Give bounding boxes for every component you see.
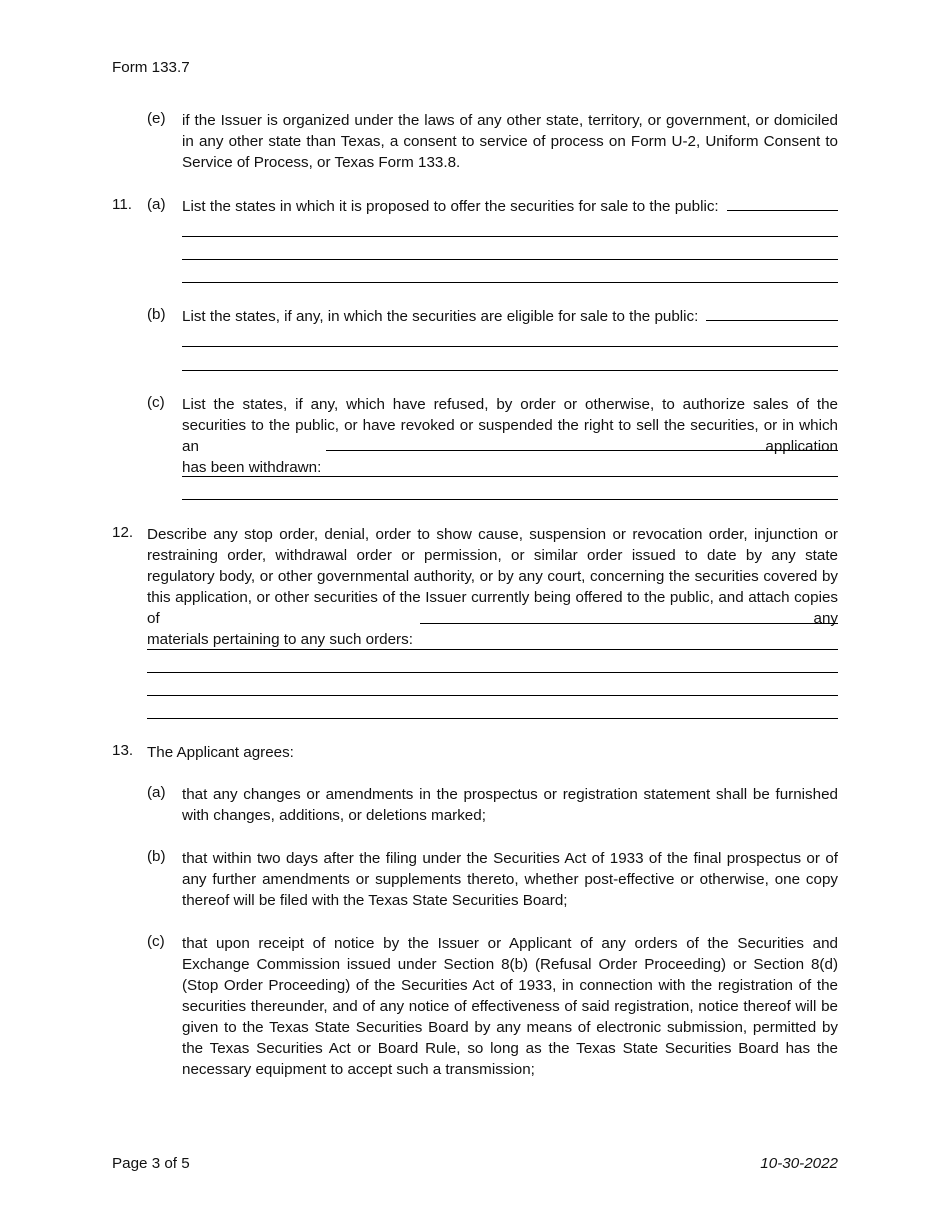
answer-line-12-3[interactable] — [147, 695, 838, 696]
revision-date: 10-30-2022 — [760, 1155, 838, 1172]
answer-line-11c-1[interactable] — [182, 476, 838, 477]
item-letter: (c) — [147, 933, 165, 950]
item-12 — [112, 524, 838, 650]
answer-line-11a-inline[interactable] — [727, 210, 838, 211]
item-11a-text: List the states in which it is proposed to offer the securities for sale to the public: — [182, 198, 719, 215]
answer-line-11c-inline[interactable] — [326, 450, 838, 451]
item-13 — [112, 742, 294, 763]
item-10e — [147, 110, 838, 173]
item-letter: (c) — [147, 394, 165, 411]
item-letter: (a) — [147, 784, 166, 801]
item-11b-text: List the states, if any, in which the securities are eligible for sale to the public: — [182, 308, 699, 325]
answer-line-11c-2[interactable] — [182, 499, 838, 500]
item-13b-text: that within two days after the filing under the Securities Act of 1933 of the final prospectus or of any further amendments or supplements thereto, whether post-effective or otherwise, one copy thereof will be filed with the Texas State Securities Board; — [182, 850, 838, 909]
item-10e-text: if the Issuer is organized under the laws of any other state, territory, or government, or domiciled in any other state than Texas, a consent to service of process on Form U-2, Uniform Consent to Service of Process, or Texas Form 133.8. — [182, 112, 838, 171]
answer-line-11a-3[interactable] — [182, 282, 838, 283]
page-number: Page 3 of 5 — [112, 1155, 190, 1172]
item-11c-text: List the states, if any, which have refused, by order or otherwise, to authorize sales of the securities to the public, or have revoked or suspended the right to sell the securities, or in which an application — [182, 396, 838, 455]
item-13a-text: that any changes or amendments in the prospectus or registration statement shall be furnished with changes, additions, or deletions marked; — [182, 786, 838, 824]
answer-line-12-4[interactable] — [147, 718, 838, 719]
item-number: 11. — [112, 196, 132, 213]
item-number: 12. — [112, 524, 134, 541]
item-letter: (b) — [147, 306, 166, 323]
answer-line-12-1[interactable] — [147, 649, 838, 650]
item-12-text-tail: materials pertaining to any such orders: — [147, 631, 413, 648]
item-13a — [147, 784, 838, 826]
item-letter: (b) — [147, 848, 166, 865]
item-11a — [112, 196, 719, 217]
answer-line-11a-1[interactable] — [182, 236, 838, 237]
item-11b — [147, 306, 698, 327]
item-letter: (a) — [147, 196, 166, 213]
answer-line-12-inline[interactable] — [420, 623, 838, 624]
answer-line-11b-1[interactable] — [182, 346, 838, 347]
item-13b — [147, 848, 838, 911]
item-13c-text: that upon receipt of notice by the Issuer or Applicant of any orders of the Securities and Exchange Commission issued under Section 8(b) (Refusal Order Proceeding) or Section 8(d) (Stop Order Proceeding) of the Securities Act of 1933, in connection with the registration of the securities thereunder, and of any notice of effectiveness of said registration, notice thereof will be given to the Texas State Securities Board by any means of electronic submission, permitted by the Texas Securities Act or Board Rule, so long as the Texas State Securities Board has the necessary equipment to accept such a transmission; — [182, 935, 838, 1078]
answer-line-12-2[interactable] — [147, 672, 838, 673]
item-13-intro: The Applicant agrees: — [147, 744, 294, 761]
form-number: Form 133.7 — [112, 59, 190, 76]
answer-line-11b-2[interactable] — [182, 370, 838, 371]
item-13c — [147, 933, 838, 1080]
answer-line-11a-2[interactable] — [182, 259, 838, 260]
item-12-text: Describe any stop order, denial, order to show cause, suspension or revocation order, injunction or restraining order, withdrawal order or permission, or similar order issued to date by any state regulatory body, or other governmental authority, or by any court, concerning the securities covered by this application, or other securities of the Issuer currently being offered to the public, and attach copies of any — [147, 526, 838, 627]
item-number: 13. — [112, 742, 134, 759]
item-11c — [147, 394, 838, 478]
answer-line-11b-inline[interactable] — [706, 320, 838, 321]
item-letter: (e) — [147, 110, 166, 127]
item-11c-text-tail: has been withdrawn: — [182, 459, 322, 476]
